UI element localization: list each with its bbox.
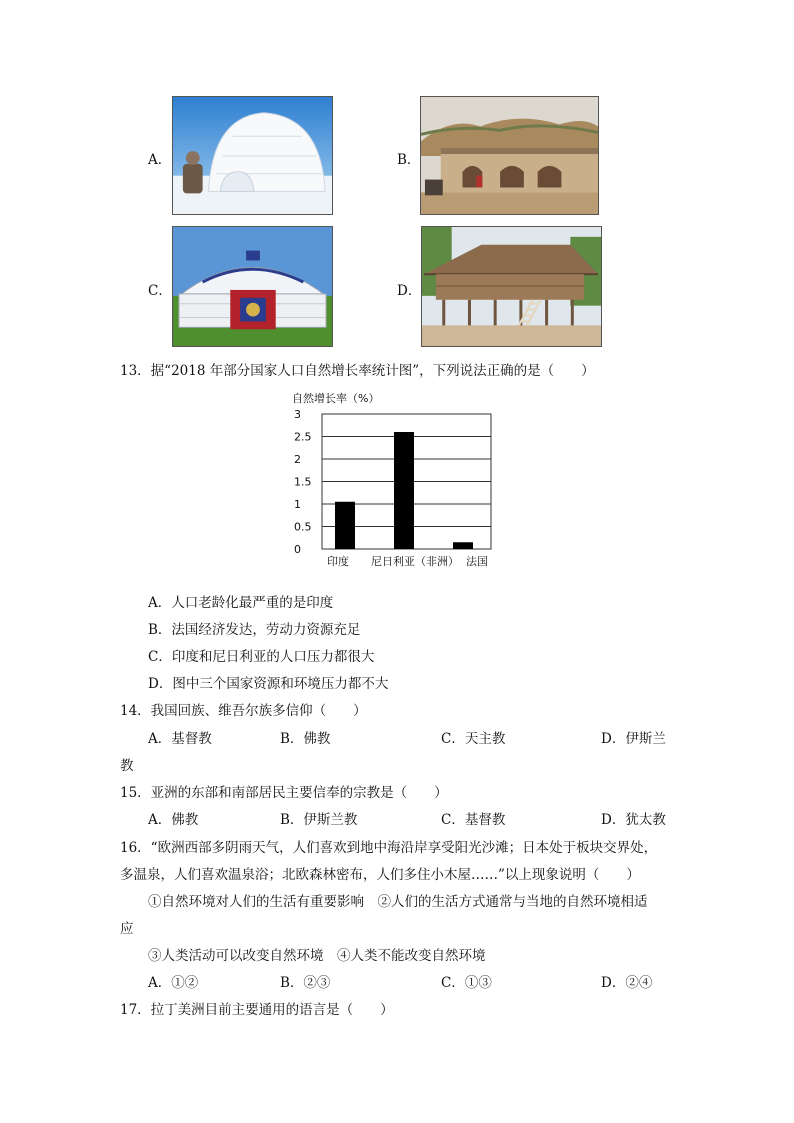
q16-option-b: B．②③ xyxy=(280,975,331,991)
option-c-label: C． xyxy=(148,283,172,299)
q17-stem: 17．拉丁美洲目前主要通用的语言是（ ） xyxy=(120,1002,394,1018)
q15-stem: 15．亚洲的东部和南部居民主要信奉的宗教是（ ） xyxy=(120,785,448,801)
bar-2 xyxy=(453,542,473,549)
option-b-label: B． xyxy=(397,152,421,168)
q16-option-a: A．①② xyxy=(148,975,199,991)
q16-statement-wrap: 应 xyxy=(120,921,134,937)
q14-option-a: A．基督教 xyxy=(148,731,212,747)
y-tick-label: 1 xyxy=(294,498,301,511)
q15-option-a: A．佛教 xyxy=(148,812,199,828)
q16-stem-line2: 多温泉，人们喜欢温泉浴；北欧森林密布，人们多住小木屋……”以上现象说明（ ） xyxy=(120,867,640,883)
y-tick-label: 0 xyxy=(294,543,301,556)
y-tick-label: 0.5 xyxy=(294,520,312,534)
q14-option-d: D．伊斯兰 xyxy=(601,731,666,747)
y-tick-label: 2 xyxy=(294,453,301,466)
x-tick-label: 法国 xyxy=(466,555,488,568)
bar-0 xyxy=(335,502,355,549)
y-tick-label: 1.5 xyxy=(294,475,312,489)
q15-option-b: B．伊斯兰教 xyxy=(280,812,358,828)
q16-stem-line1: 16．“欧洲西部多阴雨天气，人们喜欢到地中海沿岸享受阳光沙滩；日本处于板块交界处， xyxy=(120,840,658,856)
q13-option-d: D．图中三个国家资源和环境压力都不大 xyxy=(148,676,389,692)
y-axis-label: 自然增长率（%） xyxy=(292,392,380,405)
q16-option-c: C．①③ xyxy=(441,975,492,991)
x-tick-label: 印度 xyxy=(327,555,349,568)
q13-stem: 13．据“2018 年部分国家人口自然增长率统计图”，下列说法正确的是（ ） xyxy=(120,363,595,379)
q15-option-c: C．基督教 xyxy=(441,812,506,828)
q16-statement-line2: ③人类活动可以改变自然环境 ④人类不能改变自然环境 xyxy=(148,948,486,964)
q13-option-b: B．法国经济发达，劳动力资源充足 xyxy=(148,622,361,638)
q16-statement-line1: ①自然环境对人们的生活有重要影响 ②人们的生活方式通常与当地的自然环境相适 xyxy=(148,894,648,910)
q13-option-c: C．印度和尼日利亚的人口压力都很大 xyxy=(148,649,375,665)
q15-option-d: D．犹太教 xyxy=(601,812,666,828)
q14-stem: 14．我国回族、维吾尔族多信仰（ ） xyxy=(120,703,367,719)
q14-option-d-wrap: 教 xyxy=(120,758,134,774)
yurt-photo xyxy=(172,226,333,347)
q13-option-a: A．人口老龄化最严重的是印度 xyxy=(148,595,334,611)
bar-1 xyxy=(394,432,414,549)
q14-option-c: C．天主教 xyxy=(441,731,506,747)
stilt-house-photo xyxy=(421,226,602,347)
option-a-label: A． xyxy=(148,152,172,168)
q16-option-d: D．②④ xyxy=(601,975,653,991)
option-d-label: D． xyxy=(397,283,422,299)
x-tick-label: 尼日利亚（非洲） xyxy=(371,555,459,568)
igloo-photo xyxy=(172,96,333,215)
q14-option-b: B．佛教 xyxy=(280,731,331,747)
y-tick-label: 3 xyxy=(294,408,301,421)
y-tick-label: 2.5 xyxy=(294,430,312,444)
growth-rate-chart xyxy=(282,388,512,573)
cave-dwelling-photo xyxy=(420,96,599,215)
